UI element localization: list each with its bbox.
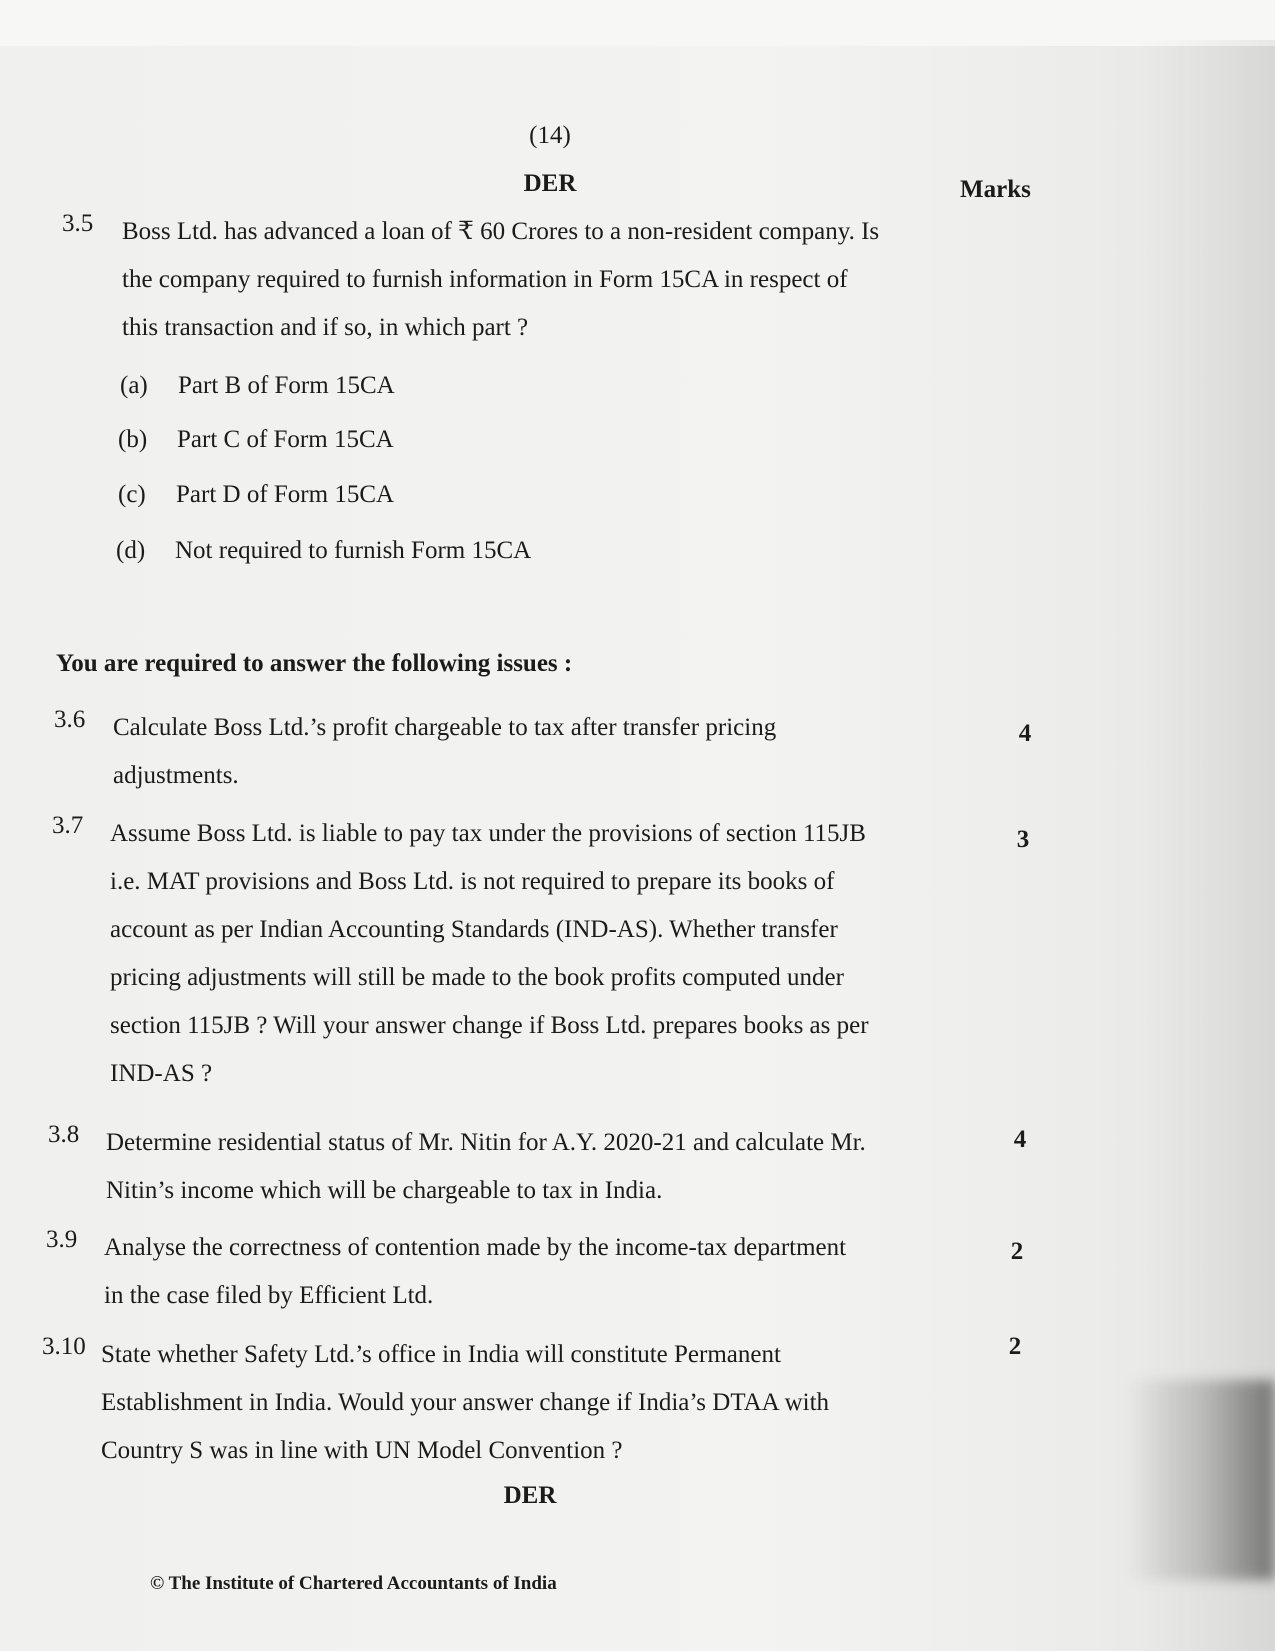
question-text: [101, 1331, 939, 1475]
marks-value: 3: [1016, 826, 1030, 853]
question-text: [122, 208, 960, 352]
marks-value: 2: [1008, 1333, 1022, 1360]
question-line: Country S was in line with UN Model Convention ?: [101, 1437, 623, 1464]
option-text: Part B of Form 15CA: [178, 372, 395, 399]
page-number: (14): [529, 122, 571, 149]
option-text: Part D of Form 15CA: [176, 481, 395, 508]
question-line: Boss Ltd. has advanced a loan of ₹ 60 Crores to a non-resident company. Is: [122, 218, 880, 245]
question-line: Nitin’s income which will be chargeable to tax in India.: [106, 1177, 663, 1204]
question-line: Analyse the correctness of contention made by the income-tax department: [104, 1234, 847, 1261]
page-edge-dark-shadow: [1125, 1380, 1275, 1580]
question-line: section 115JB ? Will your answer change if Boss Ltd. prepares books as per: [110, 1012, 869, 1039]
paper-code-bottom: DER: [503, 1482, 557, 1509]
question-text: [113, 704, 946, 800]
paper-code: DER: [523, 170, 577, 197]
option-label: (a): [120, 372, 148, 399]
question-number: 3.10: [42, 1333, 86, 1360]
question-number: 3.9: [46, 1226, 78, 1253]
question-line: State whether Safety Ltd.’s office in India will constitute Permanent: [101, 1341, 781, 1368]
question-number: 3.8: [48, 1121, 80, 1148]
copyright-notice: © The Institute of Chartered Accountants of India: [150, 1573, 557, 1594]
option-label: (d): [116, 537, 146, 564]
question-line: the company required to furnish information in Form 15CA in respect of: [122, 266, 848, 293]
marks-heading: Marks: [960, 176, 1031, 203]
question-number: 3.7: [52, 812, 84, 839]
page-top-band: [0, 0, 1275, 46]
question-line: i.e. MAT provisions and Boss Ltd. is not required to prepare its books of: [110, 868, 835, 895]
marks-value: 2: [1010, 1238, 1024, 1265]
question-line: pricing adjustments will still be made to the book profits computed under: [110, 964, 844, 991]
option-label: (c): [118, 481, 146, 508]
question-line: Assume Boss Ltd. is liable to pay tax under the provisions of section 115JB: [110, 820, 866, 847]
question-text: [106, 1119, 942, 1215]
question-line: Establishment in India. Would your answer change if India’s DTAA with: [101, 1389, 830, 1416]
question-line: in the case filed by Efficient Ltd.: [104, 1282, 434, 1309]
issues-heading: You are required to answer the following issues :: [56, 650, 573, 677]
question-line: adjustments.: [113, 762, 239, 789]
marks-value: 4: [1018, 720, 1032, 747]
question-text: [110, 810, 945, 1098]
question-line: this transaction and if so, in which part ?: [122, 314, 529, 341]
option-label: (b): [118, 426, 148, 453]
question-line: Calculate Boss Ltd.’s profit chargeable to tax after transfer pricing: [113, 714, 777, 741]
option-text: Part C of Form 15CA: [177, 426, 394, 453]
question-text: [104, 1224, 940, 1320]
question-line: Determine residential status of Mr. Nitin for A.Y. 2020-21 and calculate Mr.: [106, 1129, 866, 1156]
question-number: 3.5: [62, 210, 94, 237]
marks-value: 4: [1013, 1126, 1027, 1153]
question-number: 3.6: [54, 706, 86, 733]
option-text: Not required to furnish Form 15CA: [175, 537, 532, 564]
question-line: account as per Indian Accounting Standards (IND-AS). Whether transfer: [110, 916, 838, 943]
question-line: IND-AS ?: [110, 1060, 213, 1087]
